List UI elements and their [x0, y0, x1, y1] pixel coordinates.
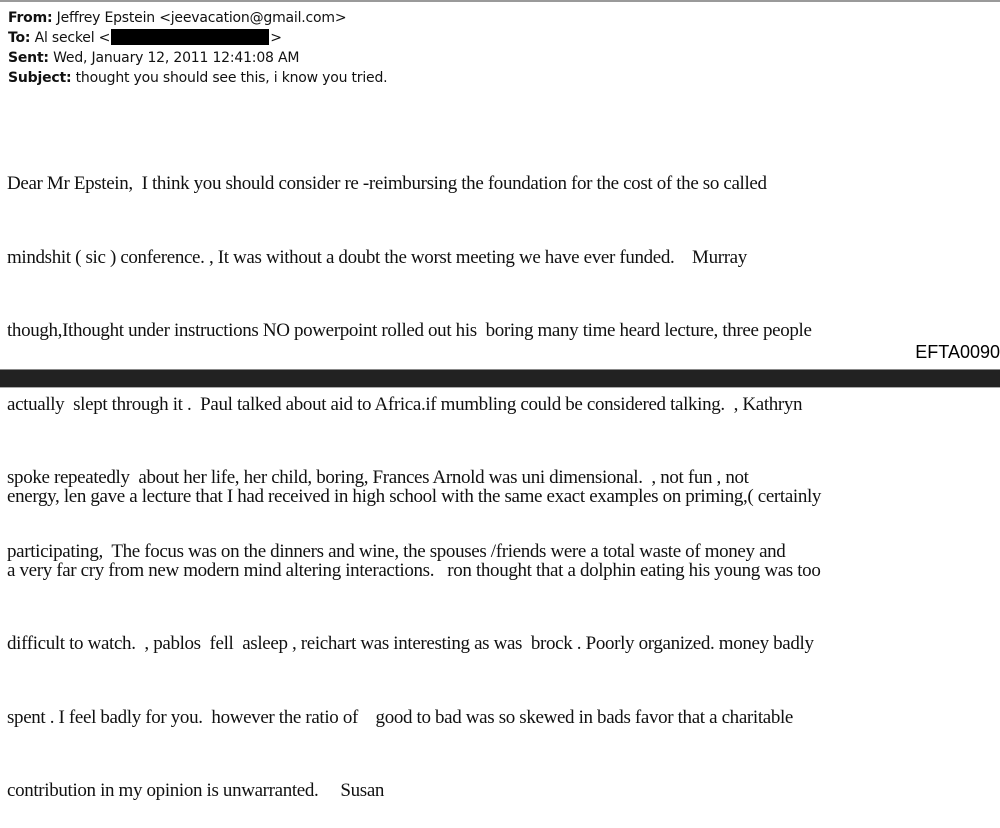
redaction-block	[111, 29, 269, 45]
to-label: To:	[8, 30, 31, 46]
page-top-border	[0, 0, 1000, 2]
sent-label: Sent:	[8, 50, 49, 66]
to-value-prefix: Al seckel <	[34, 30, 111, 46]
body-line: though,Ithought under instructions NO powerpoint rolled out his boring many time heard lecture, three people	[7, 320, 812, 341]
body-line: spent . I feel badly for you. however the ratio of good to bad was so skewed in bads favor that a charitable	[7, 706, 793, 728]
sent-value: Wed, January 12, 2011 12:41:08 AM	[53, 50, 300, 66]
subject-row	[8, 68, 387, 88]
body-line: mindshit ( sic ) conference. , It was without a doubt the worst meeting we have ever funded. Murray	[7, 246, 747, 268]
from-label: From:	[8, 10, 53, 26]
sent-row	[8, 48, 387, 68]
body-line: participating, The focus was on the dinners and wine, the spouses /friends were a total waste of money and	[7, 540, 786, 562]
body-line: a very far cry from new modern mind altering interactions. ron thought that a dolphin eating his young was too	[7, 559, 821, 581]
from-value: Jeffrey Epstein <jeevacation@gmail.com>	[56, 10, 347, 26]
to-value-suffix: >	[270, 30, 282, 46]
body-line: actually slept through it . Paul talked about aid to Africa.if mumbling could be considered talking. , Kathryn	[7, 393, 803, 415]
page-break-bar	[0, 369, 1000, 388]
body-line: energy, len gave a lecture that I had received in high school with the same exact examples on priming,( certainly	[7, 486, 822, 507]
bates-number: EFTA0090	[915, 342, 1000, 362]
to-row	[8, 28, 387, 48]
subject-value: thought you should see this, i know you tried.	[75, 70, 388, 86]
subject-label: Subject:	[8, 70, 72, 86]
from-row	[8, 8, 387, 28]
body-line: Dear Mr Epstein, I think you should consider re -reimbursing the foundation for the cost of the so called	[7, 173, 767, 194]
email-body-page-2	[7, 436, 821, 828]
email-header	[8, 8, 387, 88]
body-line: spoke repeatedly about her life, her child, boring, Frances Arnold was uni dimensional. , not fun , not	[7, 467, 749, 488]
body-line: contribution in my opinion is unwarranted. Susan	[7, 780, 385, 801]
body-line: difficult to watch. , pablos fell asleep , reichart was interesting as was brock . Poorly organized. money badly	[7, 633, 814, 654]
